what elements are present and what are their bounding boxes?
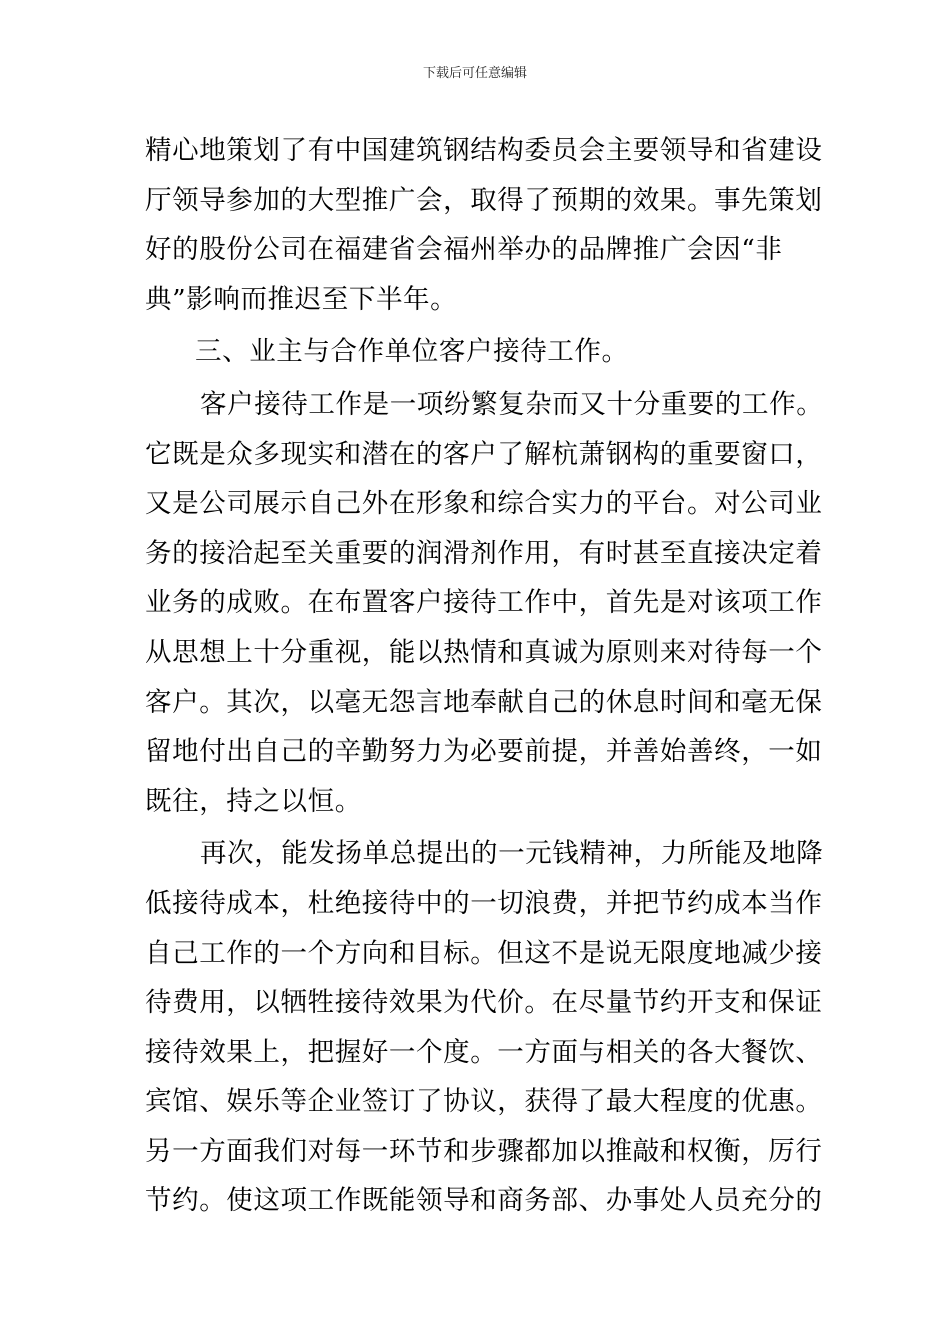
text-line: 低接待成本，杜绝接待中的一切浪费，并把节约成本当作	[145, 887, 823, 919]
text-line: 节约。使这项工作既能领导和商务部、办事处人员充分的	[145, 1185, 823, 1217]
text-line: 自己工作的一个方向和目标。但这不是说无限度地减少接	[145, 937, 823, 969]
section-heading: 三、业主与合作单位客户接待工作。	[195, 336, 629, 368]
text-line: 又是公司展示自己外在形象和综合实力的平台。对公司业	[145, 488, 823, 520]
text-line: 待费用，以牺牲接待效果为代价。在尽量节约开支和保证	[145, 987, 823, 1019]
text-line: 既往，持之以恒。	[145, 785, 362, 817]
document-body	[145, 126, 824, 1226]
text-line: 它既是众多现实和潜在的客户了解杭萧钢构的重要窗口，	[145, 438, 823, 470]
text-line: 从思想上十分重视，能以热情和真诚为原则来对待每一个	[145, 636, 823, 668]
text-line: 业务的成败。在布置客户接待工作中，首先是对该项工作	[145, 587, 823, 619]
paragraph-first-line: 再次，能发扬单总提出的一元钱精神，力所能及地降	[200, 838, 824, 870]
text-line: 厅领导参加的大型推广会，取得了预期的效果。事先策划	[145, 184, 823, 216]
paragraph-first-line: 客户接待工作是一项纷繁复杂而又十分重要的工作。	[200, 388, 824, 420]
text-line: 接待效果上，把握好一个度。一方面与相关的各大餐饮、	[145, 1036, 823, 1068]
text-line: 客户。其次，以毫无怨言地奉献自己的休息时间和毫无保	[145, 686, 823, 718]
text-line: 好的股份公司在福建省会福州举办的品牌推广会因“非	[145, 234, 783, 266]
text-line: 另一方面我们对每一环节和步骤都加以推敲和权衡，厉行	[145, 1135, 823, 1167]
page-header-note: 下载后可任意编辑	[422, 66, 527, 81]
text-line: 典”影响而推迟至下半年。	[145, 283, 458, 315]
text-line: 精心地策划了有中国建筑钢结构委员会主要领导和省建设	[145, 135, 823, 166]
text-line: 务的接洽起至关重要的润滑剂作用，有时甚至直接决定着	[145, 537, 823, 569]
text-line: 留地付出自己的辛勤努力为必要前提，并善始善终，一如	[145, 736, 823, 768]
text-line: 宾馆、娱乐等企业签订了协议，获得了最大程度的优惠。	[145, 1086, 823, 1118]
